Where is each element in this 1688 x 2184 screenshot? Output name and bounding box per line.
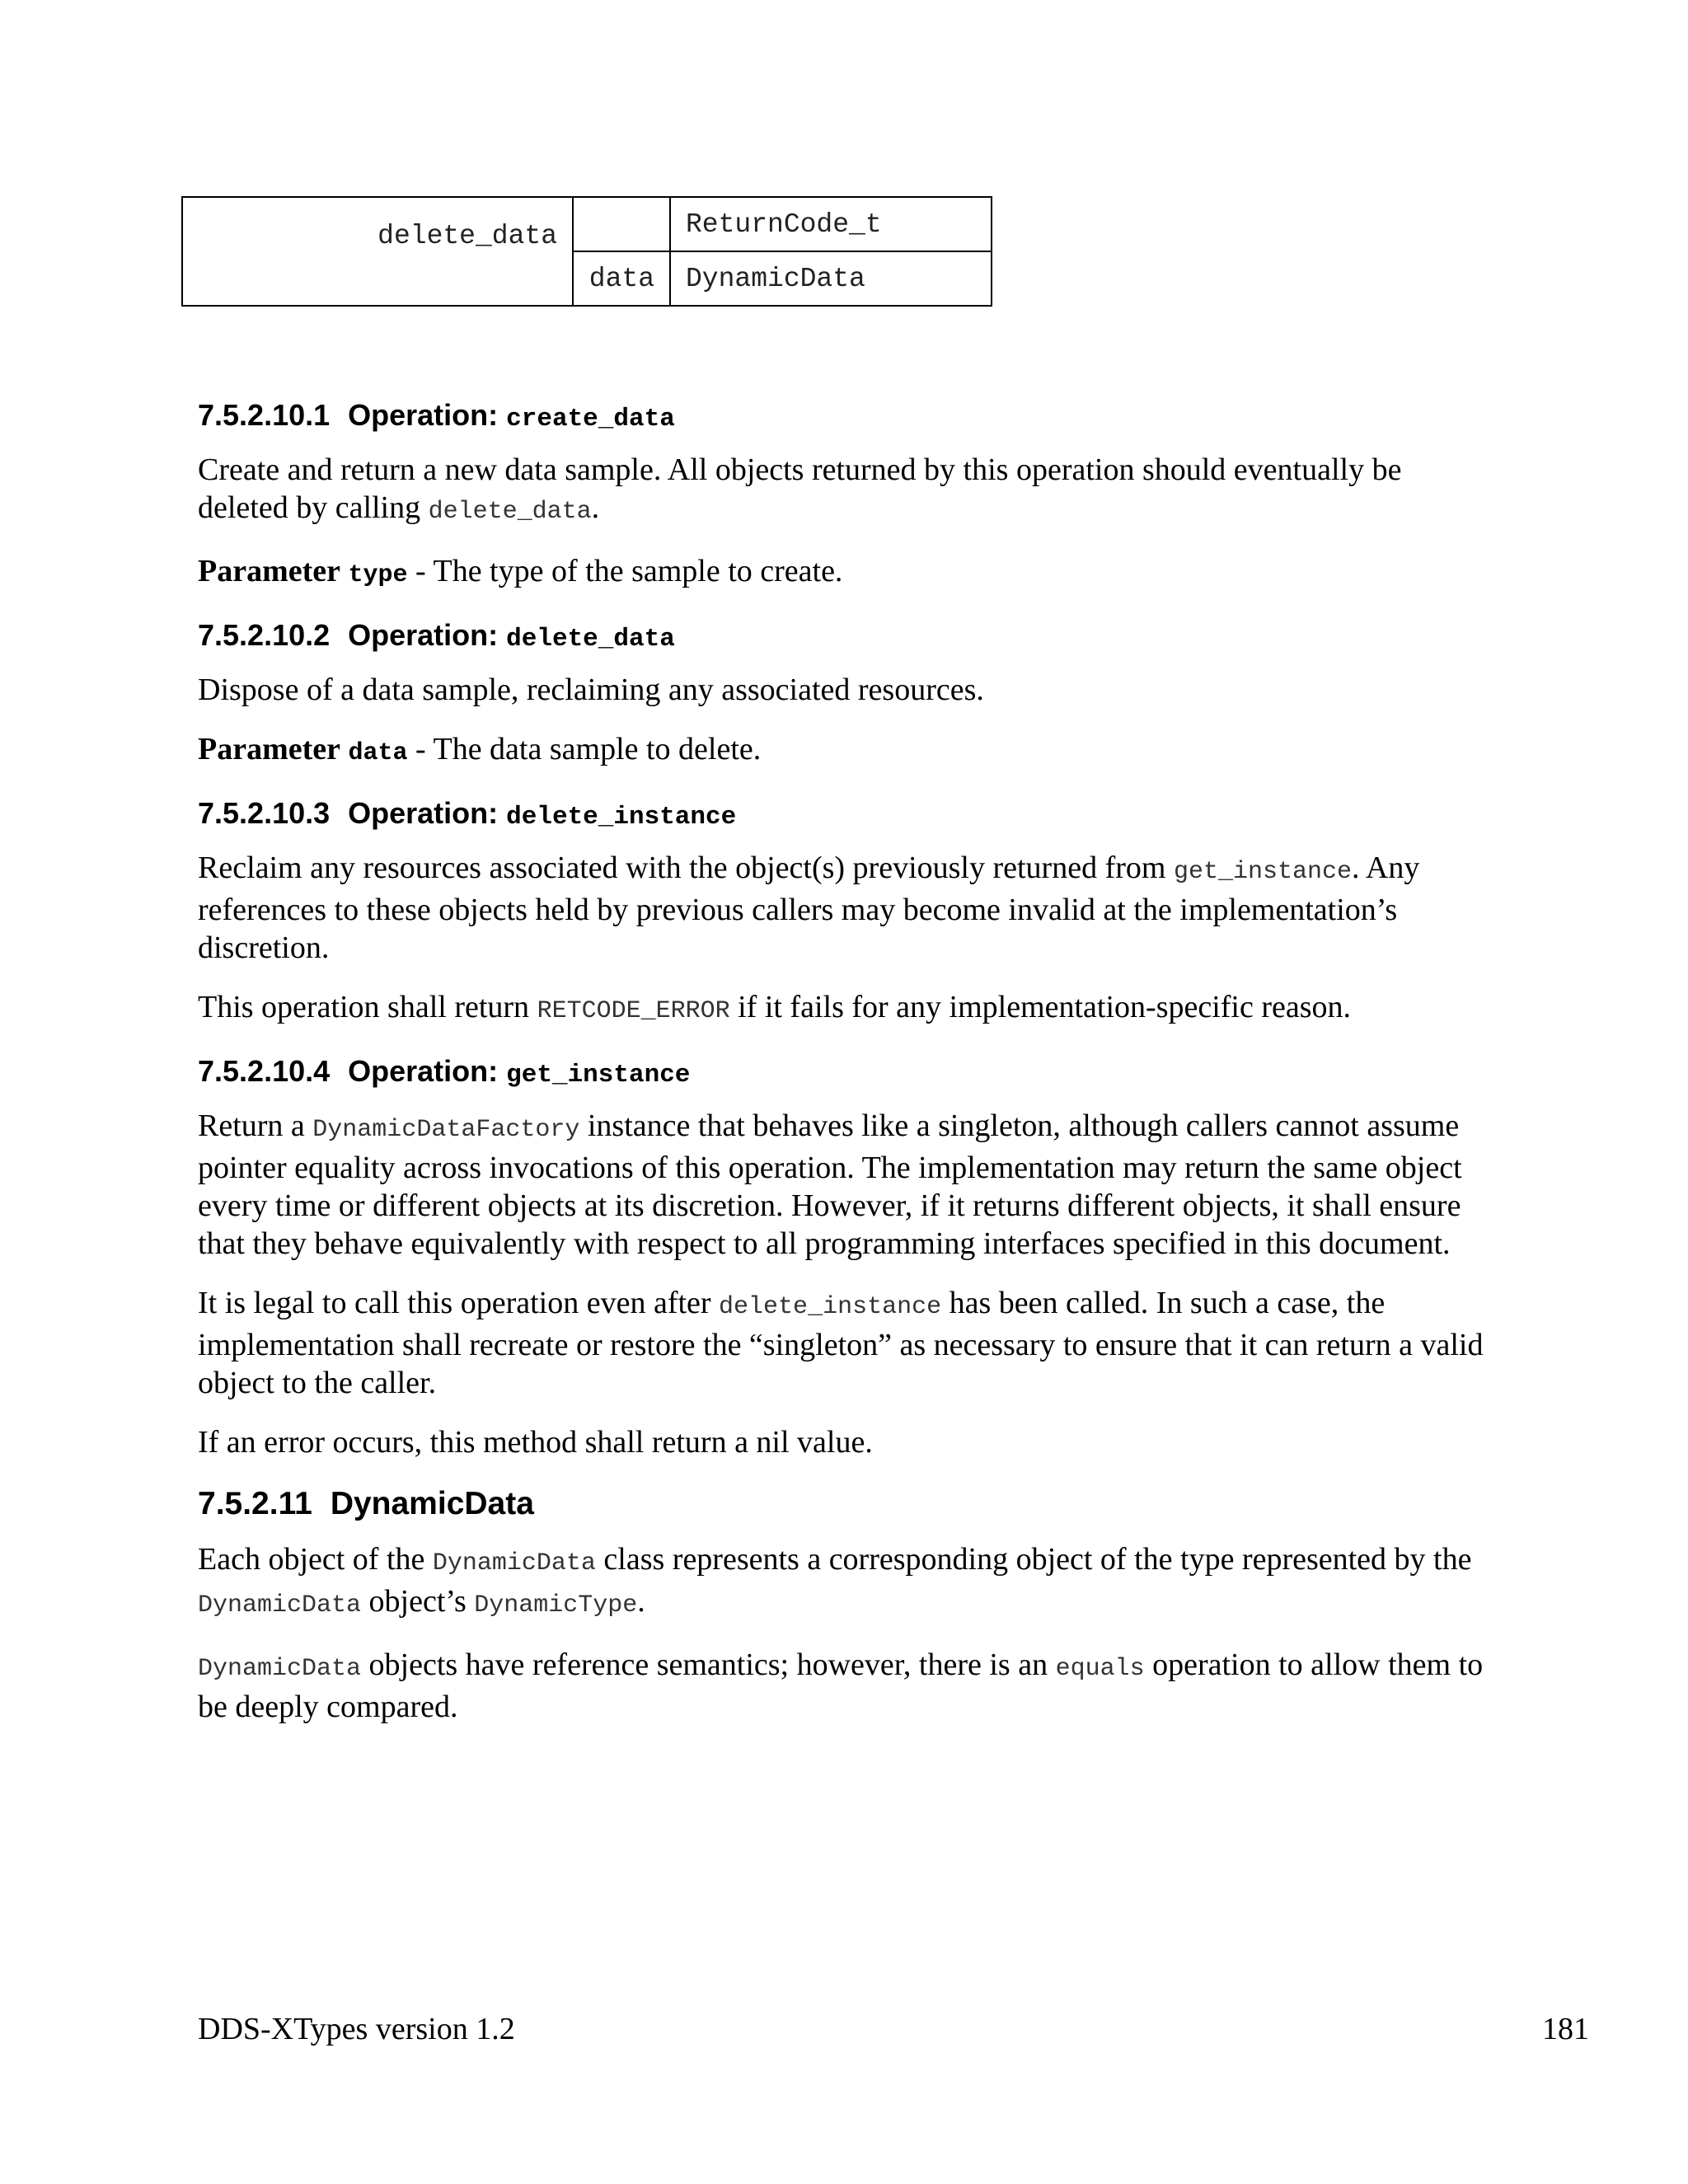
section-number: 7.5.2.10.4 <box>198 1054 331 1088</box>
section-label: Operation: <box>348 1054 499 1088</box>
inline-code: equals <box>1055 1655 1145 1683</box>
table-cell-parameter: data <box>573 251 670 306</box>
inline-code: get_instance <box>1173 858 1352 886</box>
inline-code: RETCODE_ERROR <box>537 997 730 1025</box>
inline-code: delete_data <box>428 498 592 526</box>
parameter-label: Parameter <box>198 554 340 588</box>
paragraph <box>198 1107 1484 1263</box>
text: if it fails for any implementation-specific reason. <box>729 990 1352 1024</box>
text: . Any references to these objects held by previous callers may become invalid at the implementation’s discretion. <box>198 851 1420 965</box>
inline-code: DynamicDataFactory <box>312 1116 580 1144</box>
text: Return a <box>198 1108 313 1143</box>
operations-table <box>181 196 992 307</box>
inline-code: delete_instance <box>719 1293 942 1321</box>
section-heading-dynamicdata <box>198 1483 1484 1526</box>
table-cell-type: DynamicData <box>670 251 992 306</box>
section-number: 7.5.2.11 <box>198 1486 312 1521</box>
text: objects have reference semantics; however, there is an <box>361 1647 1056 1682</box>
parameter-paragraph <box>198 552 1484 594</box>
section-heading-delete-instance <box>198 794 1484 837</box>
text: Reclaim any resources associated with the object(s) previously returned from <box>198 851 1174 885</box>
section-number: 7.5.2.10.2 <box>198 618 331 652</box>
paragraph <box>198 988 1484 1030</box>
text: It is legal to call this operation even after <box>198 1286 720 1320</box>
text: . <box>637 1584 645 1619</box>
section-number: 7.5.2.10.1 <box>198 398 331 432</box>
paragraph <box>198 1646 1484 1726</box>
text: object’s <box>361 1584 475 1619</box>
parameter-code: type <box>348 561 408 589</box>
inline-code: DynamicData <box>198 1655 362 1683</box>
parameter-text: - The data sample to delete. <box>407 732 762 766</box>
text: instance that behaves like a singleton, although callers cannot assume pointer equality across invocations of this operation. The implementation may return the same object every time or different objects at its discretion. However, if it returns different objects, it shall ensure that they behave equivalently with respect to all programming interfaces specified in this document. <box>198 1108 1462 1261</box>
paragraph: If an error occurs, this method shall return a nil value. <box>198 1425 873 1460</box>
main-content <box>198 396 1484 1747</box>
text: has been called. In such a case, the implementation shall recreate or restore the “singleton” as necessary to ensure that it can return a valid object to the caller. <box>198 1286 1484 1400</box>
paragraph <box>198 1540 1484 1624</box>
section-code: create_data <box>506 405 675 434</box>
section-code: delete_instance <box>506 803 737 832</box>
table-cell-parameter <box>573 197 670 251</box>
text: This operation shall return <box>198 990 537 1024</box>
paragraph <box>198 1284 1484 1402</box>
inline-code: DynamicData <box>432 1549 596 1577</box>
section-code: get_instance <box>506 1061 691 1090</box>
section-code: delete_data <box>506 625 675 654</box>
section-title: DynamicData <box>330 1486 534 1521</box>
text: operation to allow them to be deeply compared. <box>198 1647 1484 1724</box>
section-number: 7.5.2.10.3 <box>198 796 331 830</box>
section-heading-get-instance <box>198 1052 1484 1095</box>
paragraph: Dispose of a data sample, reclaiming any associated resources. <box>198 673 984 707</box>
inline-code: DynamicType <box>474 1591 638 1619</box>
paragraph <box>198 451 1484 531</box>
section-heading-create-data <box>198 396 1484 439</box>
table-row <box>182 197 992 251</box>
page-footer <box>198 2011 1589 2047</box>
text: class represents a corresponding object of the type represented by the <box>595 1542 1472 1577</box>
page-number: 181 <box>1542 2012 1589 2046</box>
section-label: Operation: <box>348 398 499 432</box>
footer-document-title: DDS-XTypes version 1.2 <box>198 2012 515 2046</box>
section-heading-delete-data <box>198 616 1484 659</box>
section-label: Operation: <box>348 618 499 652</box>
section-label: Operation: <box>348 796 499 830</box>
paragraph <box>198 849 1484 967</box>
parameter-paragraph <box>198 730 1484 772</box>
table-cell-type: ReturnCode_t <box>670 197 992 251</box>
parameter-label: Parameter <box>198 732 340 766</box>
inline-code: DynamicData <box>198 1591 362 1619</box>
text: Create and return a new data sample. All objects returned by this operation should eventually be deleted by calling <box>198 452 1402 525</box>
parameter-text: - The type of the sample to create. <box>407 554 843 588</box>
text: . <box>591 490 600 525</box>
parameter-code: data <box>348 739 408 767</box>
text: Each object of the <box>198 1542 433 1577</box>
table-cell-operation: delete_data <box>182 197 573 306</box>
